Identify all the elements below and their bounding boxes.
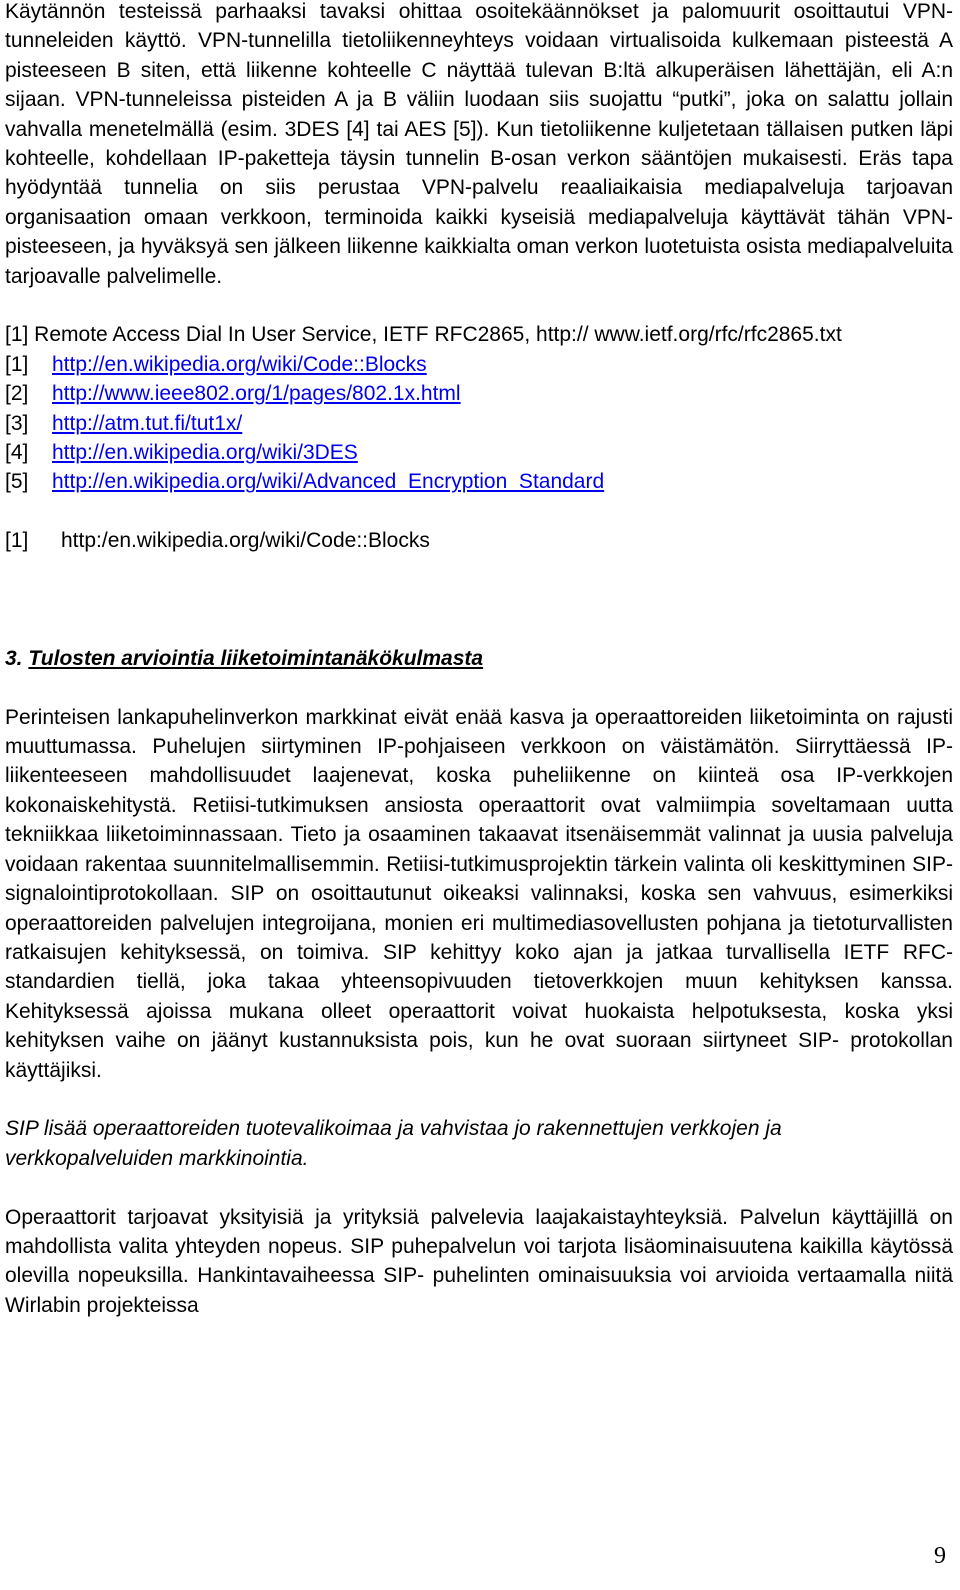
spacer <box>5 673 953 702</box>
footnote-reference <box>5 526 953 555</box>
spacer <box>5 585 953 614</box>
spacer <box>5 614 953 643</box>
reference-link[interactable]: http://en.wikipedia.org/wiki/3DES <box>52 441 358 465</box>
body-paragraph-1: Perinteisen lankapuhelinverkon markkinat eivät enää kasva ja operaattoreiden liiketoiminta on rajusti muuttumassa. Puhelujen siirtyminen IP-pohjaiseen verkkoon on väistämätön. Siirryttäessä IP-liikenteeseen mahdollisuudet laajenevat, koska puheliikenne on kiinteä osa IP-verkkojen kokonaiskehitystä. Retiisi-tutkimuksen ansiosta operaattorit ovat valmiimpia soveltamaan uutta tekniikkaa liiketoiminnassaan. Tieto ja osaaminen takaavat itsenäisemmät valinnat ja uusia palveluja voidaan rakentaa suunnitelmallisemmin. Retiisi-tutkimusprojektin tärkein valinta oli keskittyminen SIP- signalointiprotokollaan. SIP on osoittautunut oikeaksi valinnaksi, koska sen vahvuus, esimerkiksi operaattoreiden palvelujen integroijana, monien eri multimediasovellusten pohjana ja tietoturvallisten ratkaisujen kehityksessä, on toimiva. SIP kehittyy koko ajan ja jatkaa turvallisella IETF RFC- standardien tiellä, joka takaa yhteensopivuuden tietoverkkojen muun kehityksen kanssa. Kehityksessä ajoissa mukana olleet operaattorit voivat huokaista helpotuksesta, koska yksi kehityksen vaihe on jäänyt kustannuksista pois, kun he ovat suoraan siirtyneet SIP- protokollan käyttäjiksi. <box>5 705 953 1082</box>
spacer <box>5 291 953 320</box>
radius-reference: [1] Remote Access Dial In User Service, IETF RFC2865, http:// www.ietf.org/rfc/rfc2865.txt <box>5 323 842 347</box>
reference-number: [5] <box>5 470 29 494</box>
reference-item <box>5 350 953 379</box>
footnote-text: http:/en.wikipedia.org/wiki/Code::Blocks <box>61 529 430 553</box>
reference-item <box>5 467 953 496</box>
body-paragraph-2: Operaattorit tarjoavat yksityisiä ja yrityksiä palvelevia laajakaistayhteyksiä. Palvelun käyttäjillä on mahdollista valita yhteyden nopeus. SIP puhepalvelun voi tarjota lisäominaisuutena kaikilla käytössä olevilla nopeuksilla. Hankintavaiheessa SIP- puhelinten ominaisuuksia voi arvioida vertaamalla niitä Wirlabin projekteissa <box>5 1205 953 1317</box>
reference-item <box>5 438 953 467</box>
reference-number: [2] <box>5 382 29 406</box>
reference-list <box>5 350 953 497</box>
section-title: Tulosten arviointia liiketoimintanäkökulmasta <box>28 646 484 670</box>
spacer <box>5 497 953 526</box>
reference-number: [4] <box>5 441 29 465</box>
italic-note: SIP lisää operaattoreiden tuotevalikoimaa ja vahvistaa jo rakennettujen verkkojen ja verkkopalveluiden markkinointia. <box>5 1117 782 1170</box>
reference-link[interactable]: http://atm.tut.fi/tut1x/ <box>52 411 243 435</box>
spacer <box>5 1085 953 1114</box>
reference-link[interactable]: http://en.wikipedia.org/wiki/Advanced_Encryption_Standard <box>52 470 605 494</box>
reference-number: [3] <box>5 411 29 435</box>
section-number: 3. <box>5 646 23 670</box>
spacer <box>5 1173 953 1202</box>
reference-link[interactable]: http://en.wikipedia.org/wiki/Code::Blocks <box>52 352 427 376</box>
reference-number: [1] <box>5 352 29 376</box>
reference-item <box>5 379 953 408</box>
section-heading <box>5 644 953 673</box>
page-number: 9 <box>934 1543 946 1569</box>
spacer <box>5 556 953 585</box>
reference-link[interactable]: http://www.ieee802.org/1/pages/802.1x.html <box>52 382 461 406</box>
intro-paragraph: Käytännön testeissä parhaaksi tavaksi ohittaa osoitekäännökset ja palomuurit osoittautui VPN-tunneleiden käyttö. VPN-tunnelilla tietoliikenneyhteys voidaan virtualisoida kulkemaan pisteestä A pisteeseen B siten, että liikenne kohteelle C näyttää tulevan B:ltä alkuperäisen lähettäjän, eli A:n sijaan. VPN-tunneleissa pisteiden A ja B väliin luodaan siis suojattu “putki”, joka on salattu jollain vahvalla menetelmällä (esim. 3DES [4] tai AES [5]). Kun tietoliikenne kuljetetaan tällaisen putken läpi kohteelle, kohdellaan IP-paketteja täysin tunnelin B-osan verkon sääntöjen mukaisesti. Eräs tapa hyödyntää tunnelia on siis perustaa VPN-palvelu reaaliaikaisia mediapalveluja tarjoavan organisaation omaan verkkoon, terminoida kaikki kyseisiä mediapalveluja käyttävät tähän VPN-pisteeseen, ja hyväksyä sen jälkeen liikenne kaikkialta oman verkon luotetuista osista mediapalveluita tarjoavalle palvelimelle. <box>5 0 953 288</box>
footnote-number: [1] <box>5 529 29 553</box>
reference-item <box>5 409 953 438</box>
document-page <box>5 0 953 1320</box>
